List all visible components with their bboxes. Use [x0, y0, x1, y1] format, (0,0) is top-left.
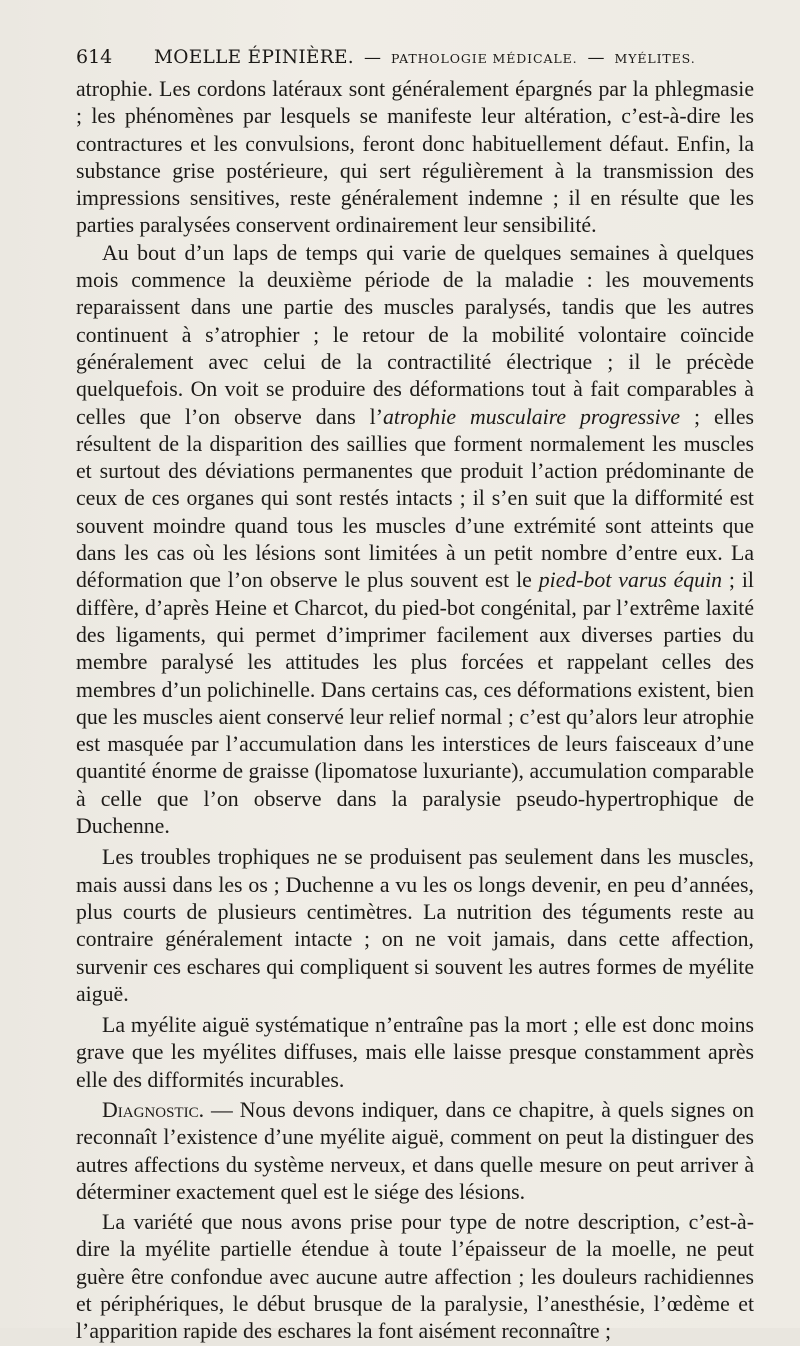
paragraph-text: ; elles résultent de la disparition des saillies que forment normalement les muscles et surtout des déviations permanentes que produit l’action prédominante de ceux de ces organes qui sont restés intacts ; il s’en suit que la difformité est souvent moindre quand tous les muscles d’une extrémité sont atteints que dans les cas où les lésions sont limitées à un petit nombre d’entre eux. La déformation que l’on observe le plus souvent est le — [76, 404, 754, 593]
header-title: MOELLE ÉPINIÈRE. — [154, 47, 354, 68]
paragraph-text: Les troubles trophiques ne se produisent pas seulement dans les muscles, mais aussi dans les os ; Duchenne a vu les os longs devenir, en peu d’années, plus courts de plusieurs centimètres. La nutrition des téguments reste au contraire généralement intacte ; on ne voit jamais, dans cette affection, survenir ces eschares qui compliquent si souvent les autres formes de myélite aiguë. — [76, 845, 754, 1006]
paragraph-prognosis — [76, 1012, 754, 1094]
paragraph-text: La variété que nous avons prise pour type de notre description, c’est-à-dire la myélite partielle étendue à toute l’épaisseur de la moelle, ne peut guère être confondue avec aucune autre affection ; les douleurs rachidiennes et périphériques, le début brusque de la paralysie, l’anesthésie, l’œdème et l’apparition rapide des eschares la font aisément reconnaître ; — [76, 1210, 754, 1344]
paragraph-text: ; il diffère, d’après Heine et Charcot, du pied-bot congénital, par l’extrême laxité des ligaments, qui permet d’imprimer facilement aux diverses parties du membre paralysé les attitudes les plus forcées et rappelant celles des membres d’un polichinelle. Dans certains cas, ces déformations existent, bien que les muscles aient conservé leur relief normal ; c’est qu’alors leur atrophie est masquée par l’accumulation dans les interstices de leurs faisceaux d’une quantité énorme de graisse (lipomatose luxuriante), accumulation comparable à celle que l’on observe dans la paralysie pseudo-hypertrophique de Duchenne. — [76, 568, 754, 839]
paragraph-text: atrophie. Les cordons latéraux sont généralement épargnés par la phlegmasie ; les phénomènes par lesquels se manifeste leur altération, c’est-à-dire les contractures et les convulsions, feront donc habituellement défaut. Enfin, la substance grise postérieure, qui sert régulièrement à la transmission des impressions sensitives, reste généralement indemne ; il en résulte que les parties paralysées conservent ordinairement leur sensibilité. — [76, 77, 754, 238]
section-label: Diagnostic. — [102, 1097, 205, 1122]
paragraph-text: La myélite aiguë systématique n’entraîne pas la mort ; elle est donc moins grave que les myélites diffuses, mais elle laisse presque constamment après elle des difformités incurables. — [76, 1013, 754, 1092]
running-header — [76, 46, 756, 72]
body-text — [76, 76, 754, 1346]
paragraph-trophic-troubles — [76, 844, 754, 1008]
paragraph-diagnostic — [76, 1097, 754, 1206]
italic-term: atrophie musculaire progressive — [383, 404, 681, 429]
paragraph-text: — Nous devons indiquer, dans ce chapitre, à quels signes on reconnaît l’existence d’une myélite aiguë, comment on peut la distinguer des autres affections du système nerveux, et dans quelle mesure on peut arriver à déterminer exactement quel est le siége des lésions. — [76, 1097, 754, 1204]
header-dash: — — [363, 48, 381, 68]
paragraph-text: Au bout d’un laps de temps qui varie de quelques semaines à quelques mois commence la deuxième période de la maladie : les mouvements reparaissent dans une partie des muscles paralysés, tandis que les autres continuent à s’atrophier ; le retour de la mobilité volontaire coïncide généralement avec celui de la contractilité électrique ; il le précède quelquefois. On voit se produire des déformations tout à fait comparables à celles que l’on observe dans l’ — [76, 240, 754, 429]
paragraph-continuation — [76, 76, 754, 240]
paragraph-second-period — [76, 240, 754, 841]
header-dash: — — [587, 48, 605, 68]
page-number: 614 — [76, 46, 113, 68]
header-subsection: MYÉLITES. — [614, 51, 696, 66]
header-section: PATHOLOGIE MÉDICALE. — [390, 51, 578, 66]
paragraph-variety — [76, 1209, 754, 1345]
italic-term: pied-bot varus équin — [538, 568, 723, 593]
